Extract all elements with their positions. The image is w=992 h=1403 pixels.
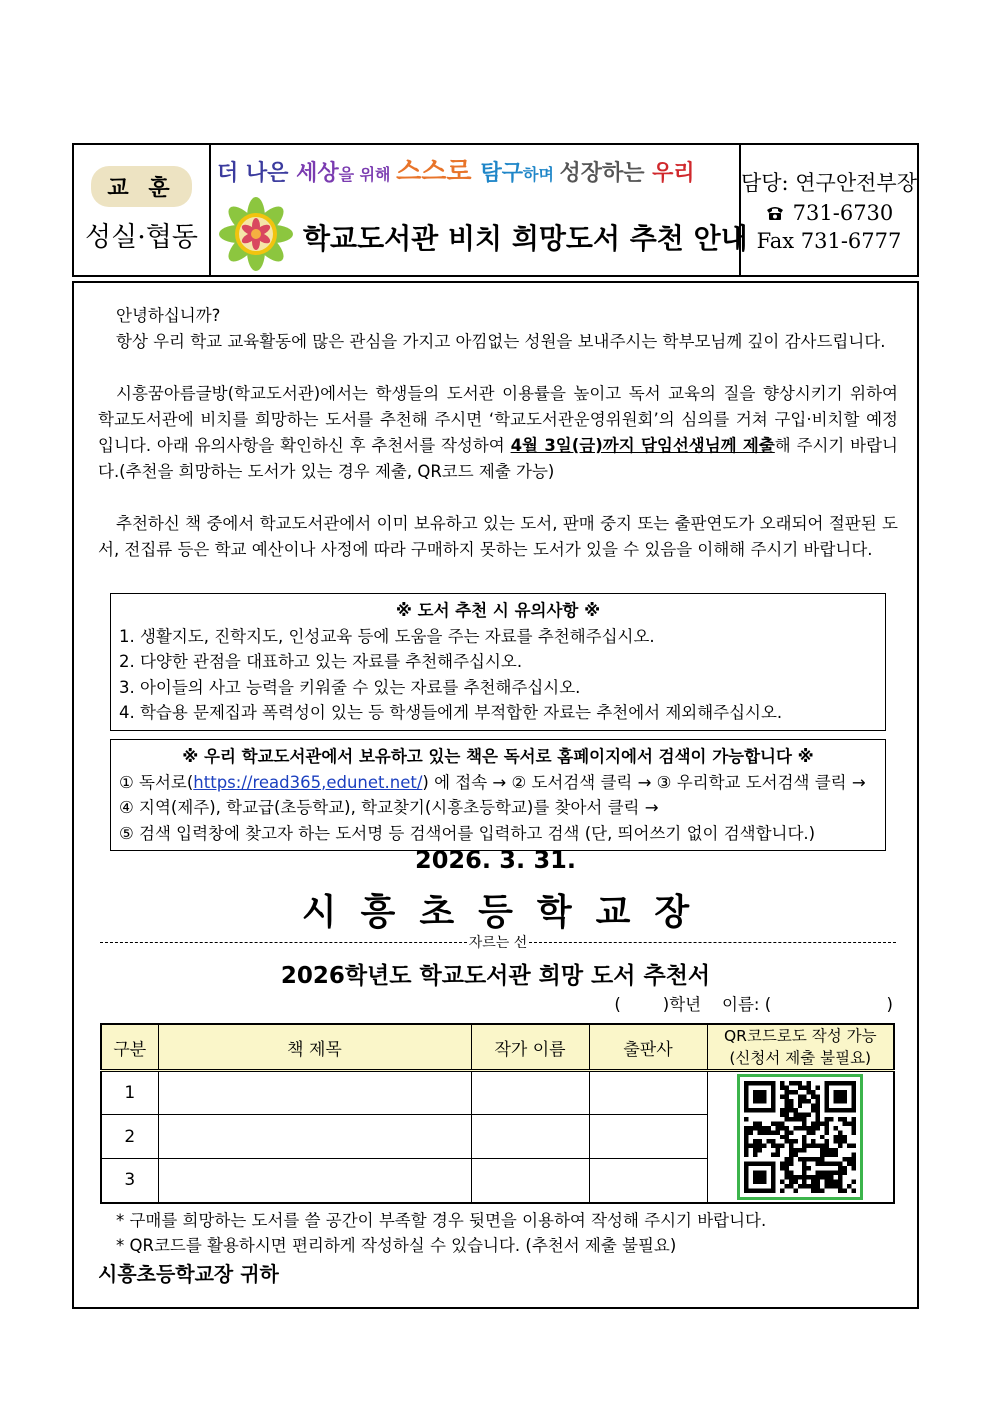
fax-number: Fax 731-6777 — [756, 229, 902, 253]
school-emblem-icon — [219, 197, 293, 271]
deadline-text: 4월 3일(금)까지 담임선생님께 제출 — [510, 436, 775, 455]
author-cell[interactable] — [471, 1115, 589, 1159]
footnote: * 구매를 희망하는 도서를 쓸 공간이 부족할 경우 뒷면을 이용하여 작성해 주시기 바랍니다. — [116, 1211, 767, 1230]
slogan-part: 성장하는 — [559, 161, 653, 186]
title-cell — [211, 145, 748, 275]
book-title-cell[interactable] — [158, 1071, 471, 1115]
qr-code-frame[interactable] — [737, 1074, 863, 1200]
grade-name-field[interactable]: ( )학년 이름: ( ) — [614, 995, 893, 1014]
column-header: 작가 이름 — [471, 1024, 589, 1071]
slogan-part: 을 위해 — [338, 165, 397, 184]
search-guide-box — [110, 739, 886, 851]
cut-line — [100, 932, 896, 952]
paragraph — [98, 381, 898, 485]
cut-line-label: 자르는 선 — [468, 935, 528, 951]
search-step — [119, 770, 877, 796]
phone-number: 731-6730 — [792, 201, 894, 225]
slogan-part: 탐구 — [480, 161, 524, 186]
row-number: 3 — [101, 1159, 158, 1203]
reading-site-link[interactable]: https://read365,edunet.net/ — [193, 772, 423, 792]
document-title: 학교도서관 비치 희망도서 추천 안내 — [302, 222, 748, 255]
slogan-part: 하며 — [523, 165, 560, 184]
notice-box — [110, 593, 886, 731]
book-title-cell[interactable] — [158, 1159, 471, 1203]
slogan-part: 스스로 — [396, 157, 481, 187]
recommendation-table — [100, 1023, 895, 1204]
search-step-text: ) 에 접속 → ② 도서검색 클릭 → ③ 우리학교 도서검색 클릭 → — [422, 772, 866, 792]
footnote: * QR코드를 활용하시면 편리하게 작성하실 수 있습니다. (추천서 제출 불필요) — [116, 1236, 677, 1255]
table-row — [101, 1071, 894, 1115]
manager: 담당: 연구안전부장 — [740, 171, 917, 195]
notice-title: ※ 도서 추천 시 유의사항 ※ — [395, 601, 601, 620]
school-motto: 성실·협동 — [85, 222, 198, 253]
qr-header-line: (신청서 제출 불필요) — [729, 1049, 872, 1067]
search-guide-title: ※ 우리 학교도서관에서 보유하고 있는 책은 독서로 홈페이지에서 검색이 가능합니다 ※ — [182, 747, 814, 766]
greeting: 안녕하십니까? — [116, 306, 221, 325]
notice-item: 3. 아이들의 사고 능력을 키워줄 수 있는 자료를 추천해주십시오. — [119, 677, 581, 697]
column-header: 책 제목 — [158, 1024, 471, 1071]
school-slogan — [217, 151, 695, 188]
publisher-cell[interactable] — [589, 1071, 707, 1115]
cut-line-dash — [529, 942, 896, 943]
search-step-text: ① 독서로( — [119, 772, 194, 792]
letter-header — [72, 143, 919, 277]
motto-badge: 교 훈 — [91, 166, 191, 207]
qr-header-line: QR코드로도 작성 가능 — [723, 1027, 877, 1045]
qr-column-header — [707, 1024, 894, 1071]
row-number: 1 — [101, 1071, 158, 1115]
book-title-cell[interactable] — [158, 1115, 471, 1159]
letter-date: 2026. 3. 31. — [415, 846, 576, 874]
phone-row — [765, 201, 894, 225]
letter-body — [72, 281, 919, 1309]
paragraph-text: 해 주시기 바랍니다.(추천을 희망하는 도서가 있는 경우 제출, QR코드 제출 가능) — [98, 436, 898, 481]
notice-item: 4. 학습용 문제집과 폭력성이 있는 등 학생들에게 부적합한 자료는 추천에서 제외해주십시오. — [119, 703, 783, 722]
search-step: ⑤ 검색 입력창에 찾고자 하는 도서명 등 검색어를 입력하고 검색 (단, 띄어쓰기 없이 검색합니다.) — [119, 823, 816, 843]
row-number: 2 — [101, 1115, 158, 1159]
publisher-cell[interactable] — [589, 1115, 707, 1159]
author-cell[interactable] — [471, 1159, 589, 1203]
paragraph: 항상 우리 학교 교육활동에 많은 관심을 가지고 아낌없는 성원을 보내주시는 학부모님께 깊이 감사드립니다. — [116, 332, 886, 351]
motto-cell — [74, 145, 211, 275]
slogan-part: 더 나은 — [216, 161, 297, 186]
search-step: ④ 지역(제주), 학교급(초등학교), 학교찾기(시흥초등학교)를 찾아서 클릭 → — [119, 798, 659, 817]
paragraph-text: 시흥꿈아름글방(학교도서관)에서는 학생들의 도서관 이용률을 높이고 독서 교육의 질을 향상시키기 위하여 학교도서관에 비치를 희망하는 도서를 추천해 주시면 ‘학교도서관운영위원회’의 심의를 거쳐 구입·비치할 예정입니다. 아래 유의사항을 확인하신 후 추천서를 작성하여 — [98, 384, 898, 455]
slogan-part: 세상 — [296, 161, 339, 186]
author-cell[interactable] — [471, 1071, 589, 1115]
paragraph: 추천하신 책 중에서 학교도서관에서 이미 보유하고 있는 도서, 판매 중지 또는 출판연도가 오래되어 절판된 도서, 전집류 등은 학교 예산이나 사정에 따라 구매하지 못하는 도서가 있을 수 있음을 이해해 주시기 바랍니다. — [98, 514, 898, 559]
qr-cell — [707, 1071, 894, 1203]
qr-code-icon[interactable] — [744, 1081, 856, 1193]
column-header: 구분 — [101, 1024, 158, 1071]
form-title: 2026학년도 학교도서관 희망 도서 추천서 — [280, 963, 711, 989]
column-header: 출판사 — [589, 1024, 707, 1071]
notice-item: 2. 다양한 관점을 대표하고 있는 자료를 추천해주십시오. — [119, 652, 523, 671]
contact-cell — [741, 145, 917, 275]
notice-item: 1. 생활지도, 진학지도, 인성교육 등에 도움을 주는 자료를 추천해주십시오. — [119, 626, 655, 646]
phone-icon — [765, 205, 785, 221]
slogan-part: 우리 — [652, 161, 695, 186]
cut-line-dash — [100, 942, 467, 943]
publisher-cell[interactable] — [589, 1159, 707, 1203]
principal-signature: 시흥초등학교장 — [301, 892, 714, 933]
signoff: 시흥초등학교장 귀하 — [98, 1262, 279, 1286]
